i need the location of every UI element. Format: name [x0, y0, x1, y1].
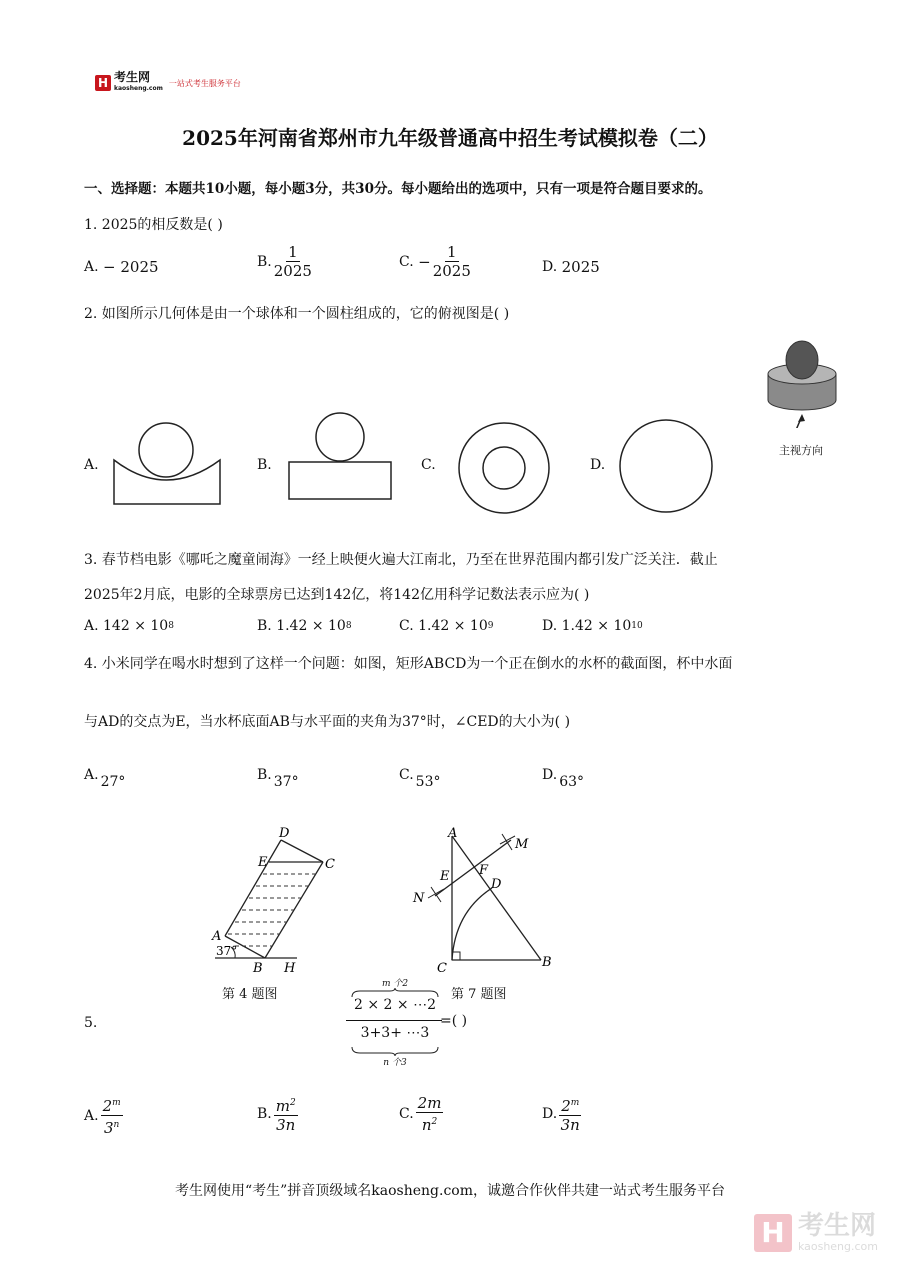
- label-e: E: [258, 855, 268, 870]
- label-e: E: [440, 869, 450, 884]
- label-d: D: [491, 877, 502, 892]
- single-circle: [620, 420, 712, 512]
- q1-option-a[interactable]: [84, 258, 159, 276]
- q3-a-label: A.: [84, 618, 99, 634]
- q5-c-num: 2m: [417, 1094, 442, 1112]
- q4-option-b[interactable]: [257, 760, 299, 790]
- watermark-text: [798, 1212, 878, 1253]
- q5-top-brace-label: m 个2: [381, 979, 409, 989]
- watermark-mark: H: [754, 1214, 792, 1252]
- q5-a-num: 2$^m$: [101, 1094, 123, 1116]
- q1-d-value: 2025: [561, 258, 600, 276]
- view-direction-label: 主视方向: [779, 444, 823, 457]
- q4-line1: 4. 小米同学在喝水时想到了这样一个问题：如图，矩形ABCD为一个正在倒水的水杯的截面图，杯中水面: [84, 656, 733, 672]
- q5-numerator: 2 × 2 × ⋯2: [354, 997, 436, 1013]
- q4-c-label: C.: [399, 767, 414, 783]
- q5-a-den: 3$^n$: [103, 1119, 120, 1137]
- label-c: C: [325, 857, 335, 872]
- q5-option-c[interactable]: [399, 1094, 445, 1134]
- q3-option-a[interactable]: [84, 618, 174, 634]
- logo-name: [114, 72, 163, 94]
- q2-solid-figure: [762, 338, 842, 428]
- label-f: F: [479, 863, 489, 878]
- view-arrow-head: [798, 414, 805, 422]
- q1-c-sign: −: [418, 252, 431, 271]
- q3-d-exp: 10: [631, 621, 643, 631]
- q1-c-den: 2025: [432, 262, 471, 280]
- site-logo: [95, 72, 241, 94]
- arc-cd: [452, 888, 492, 960]
- water-hatch: [228, 874, 316, 946]
- section-heading: 一、选择题：本题共10小题，每小题3分，共30分。每小题给出的选项中，只有一项是符合题目要求的。: [84, 181, 712, 197]
- watermark-name: 考生网: [797, 1211, 876, 1241]
- q3-d-label: D.: [542, 618, 558, 634]
- q4-option-a[interactable]: [84, 760, 125, 790]
- edge-dc: [281, 840, 323, 862]
- q4-c-value: 53°: [415, 774, 441, 790]
- q1-b-label: B.: [257, 253, 272, 270]
- q3-c-exp: 9: [487, 621, 494, 631]
- q4-option-c[interactable]: [399, 760, 441, 790]
- q5-c-den: $n^2$: [421, 1116, 438, 1134]
- q5-denominator: 3+3+ ⋯3: [360, 1025, 430, 1041]
- label-b: B: [253, 961, 263, 976]
- q5-a-label: A.: [84, 1107, 99, 1124]
- page-footer: 考生网使用“考生”拼音顶级域名kaosheng.com，诚邀合作伙伴共建一站式考生服务平台: [174, 1183, 726, 1199]
- q1-a-value: − 2025: [103, 258, 159, 276]
- q1-c-num: 1: [447, 243, 457, 261]
- q5-fraction-bar: [346, 1020, 442, 1021]
- curved-base: [114, 460, 220, 504]
- q2-a-label[interactable]: A.: [84, 457, 99, 473]
- q1-stem: 1. 2025的相反数是( ): [84, 217, 223, 233]
- q3-a-exp: 8: [168, 621, 174, 631]
- q5-option-a[interactable]: [84, 1094, 125, 1137]
- label-m: M: [515, 837, 529, 852]
- arc-mark-n: [428, 887, 444, 902]
- q2-d-label[interactable]: D.: [590, 457, 606, 473]
- figure-7: [405, 822, 575, 974]
- q5-a-fraction: [101, 1094, 123, 1137]
- q3-b-base: 1.42 × 10: [276, 618, 346, 634]
- logo-slogan: 一站式考生服务平台: [168, 78, 241, 88]
- q5-c-label: C.: [399, 1106, 414, 1122]
- q2-option-a-figure[interactable]: [110, 420, 230, 510]
- edge-ab: [452, 836, 541, 960]
- q3-c-label: C.: [399, 618, 414, 634]
- q2-option-c-figure[interactable]: [455, 420, 555, 520]
- q3-line1: 3. 春节档电影《哪吒之魔童闹海》一经上映便火遍大江南北，乃至在世界范围内都引发广泛关注．截止: [84, 552, 718, 568]
- logo-mark: H: [95, 75, 111, 91]
- q3-b-exp: 8: [345, 621, 352, 631]
- q4-option-d[interactable]: [542, 760, 584, 790]
- sphere-outline: [139, 423, 193, 477]
- q4-d-value: 63°: [559, 774, 585, 790]
- q1-b-den: 2025: [273, 262, 312, 280]
- q5-b-label: B.: [257, 1106, 272, 1122]
- q5-tail: =( ): [440, 1013, 468, 1029]
- q4-a-value: 27°: [100, 774, 126, 790]
- q5-b-fraction: [274, 1094, 298, 1134]
- q5-d-den: 3n: [560, 1116, 580, 1134]
- inner-circle: [483, 447, 525, 489]
- q5-option-b[interactable]: [257, 1094, 300, 1134]
- q4-a-label: A.: [84, 767, 99, 783]
- q1-option-c[interactable]: [399, 243, 473, 280]
- q5-c-fraction: [416, 1094, 444, 1134]
- q1-b-fraction: [274, 243, 312, 280]
- q5-d-num: 2$^m$: [559, 1094, 581, 1116]
- q2-option-b-figure[interactable]: [285, 410, 395, 505]
- sphere: [786, 341, 818, 379]
- q5-d-fraction: [559, 1094, 581, 1134]
- label-b: B: [542, 955, 552, 970]
- figure-4: [205, 822, 355, 977]
- watermark-domain: kaosheng.com: [797, 1240, 878, 1253]
- q4-d-label: D.: [542, 767, 558, 783]
- q5-d-label: D.: [542, 1106, 558, 1122]
- q4-b-value: 37°: [273, 774, 299, 790]
- q5-b-den: 3n: [276, 1116, 296, 1134]
- watermark: [754, 1212, 878, 1253]
- q3-a-base: 142 × 10: [103, 618, 169, 634]
- label-d: D: [279, 826, 290, 841]
- logo-name-text: 考生网: [114, 70, 151, 84]
- label-a: A: [212, 929, 222, 944]
- sphere-outline: [316, 413, 364, 461]
- q2-b-label[interactable]: B.: [257, 457, 272, 473]
- q3-option-d[interactable]: [542, 618, 643, 634]
- q3-b-label: B.: [257, 618, 272, 634]
- q3-line2: 2025年2月底，电影的全球票房已达到142亿，将142亿用科学记数法表示应为( ): [84, 587, 590, 603]
- q2-option-d-figure[interactable]: [617, 418, 717, 518]
- label-n: N: [413, 891, 425, 906]
- page-title: 2025年河南省郑州市九年级普通高中招生考试模拟卷（二）: [182, 126, 718, 150]
- logo-domain: kaosheng.com: [114, 85, 163, 92]
- outer-circle: [459, 423, 549, 513]
- q3-option-c[interactable]: [399, 618, 493, 634]
- q4-line2: 与AD的交点为E，当水杯底面AB与水平面的夹角为37°时，∠CED的大小为( ): [84, 714, 571, 730]
- figure-7-caption: 第 7 题图: [451, 987, 507, 1002]
- q5-bottom-brace-label: n 个3: [383, 1058, 407, 1068]
- q1-c-fraction: [433, 243, 471, 280]
- label-a: A: [448, 826, 458, 841]
- q3-option-b[interactable]: [257, 618, 352, 634]
- q2-stem: 2. 如图所示几何体是由一个球体和一个圆柱组成的，它的俯视图是( ): [84, 306, 510, 322]
- cylinder-rect: [289, 462, 391, 499]
- q1-option-b[interactable]: [257, 243, 314, 280]
- q1-option-d[interactable]: [542, 258, 600, 276]
- figure-4-caption: 第 4 题图: [222, 987, 278, 1002]
- q1-a-label: A.: [84, 259, 99, 275]
- arc-mark-m: [500, 834, 515, 850]
- q5-option-d[interactable]: [542, 1094, 583, 1134]
- label-c: C: [437, 961, 447, 974]
- q2-c-label[interactable]: C.: [421, 457, 436, 473]
- q4-b-label: B.: [257, 767, 272, 783]
- q3-d-base: 1.42 × 10: [561, 618, 632, 634]
- q1-b-num: 1: [288, 243, 298, 261]
- q1-c-label: C.: [399, 253, 414, 270]
- q5-label: 5.: [84, 1015, 98, 1031]
- label-h: H: [284, 961, 296, 976]
- q5-b-num: $m^2$: [274, 1094, 298, 1116]
- label-angle: 37°: [216, 944, 238, 958]
- q3-c-base: 1.42 × 10: [418, 618, 488, 634]
- q1-d-label: D.: [542, 259, 558, 275]
